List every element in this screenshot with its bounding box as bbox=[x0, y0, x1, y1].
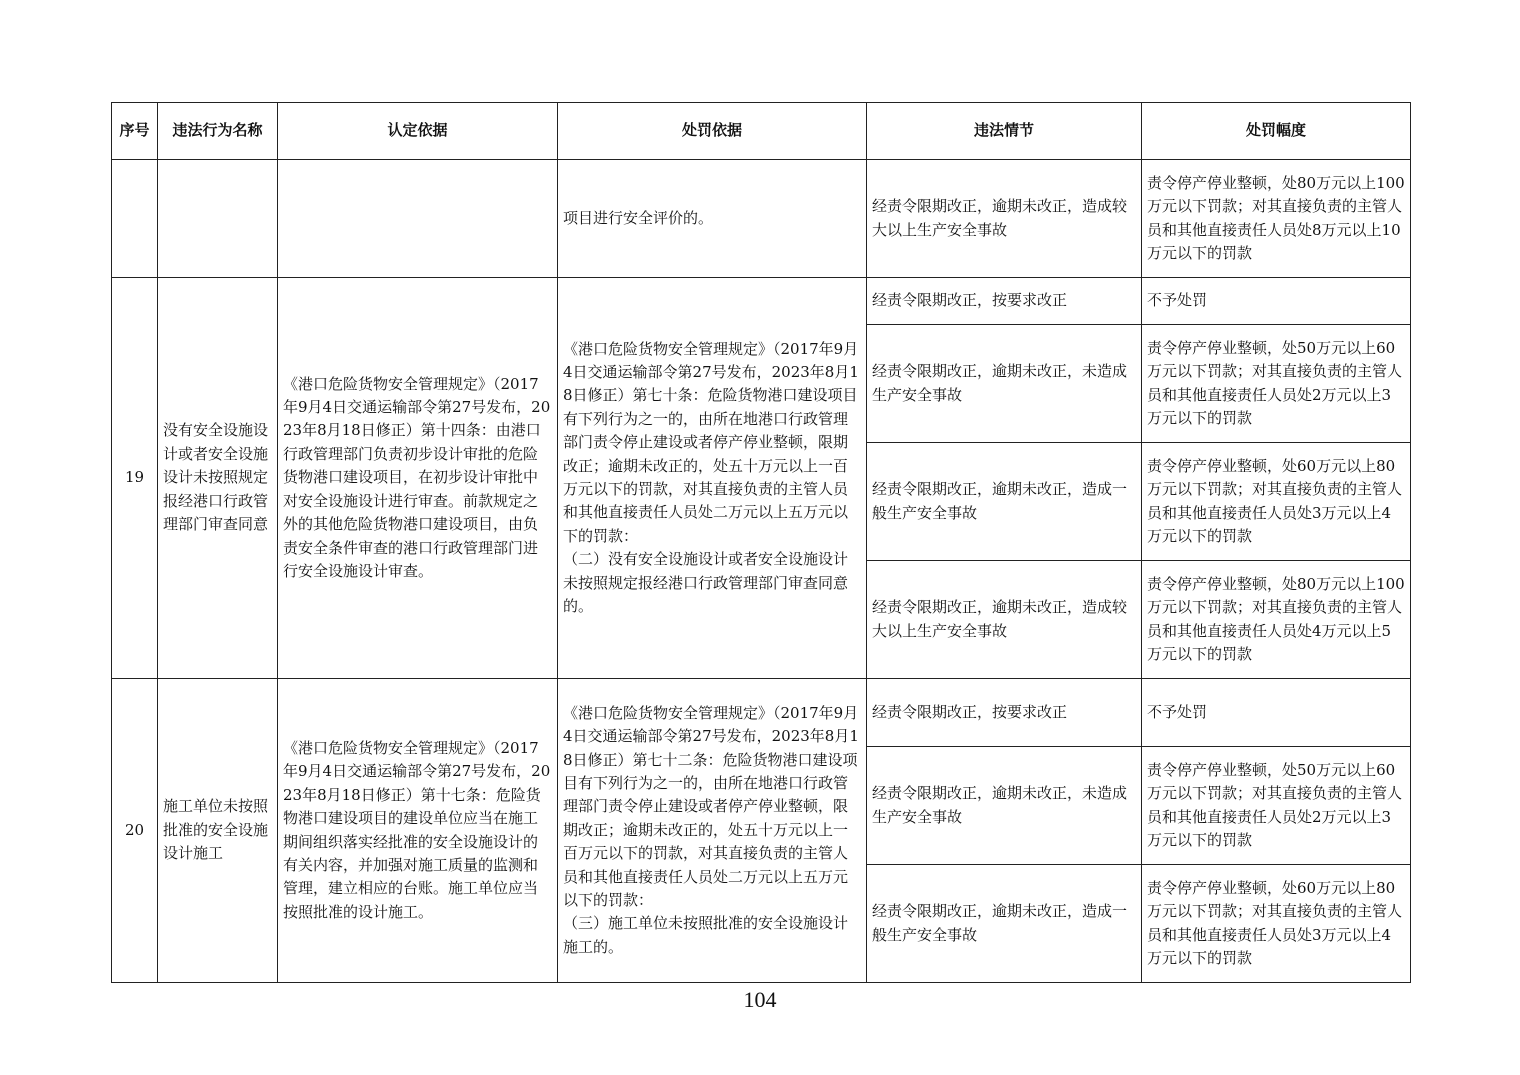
cont-range-cell: 责令停产停业整顿，处80万元以上100万元以下罚款；对其直接负责的主管人员和其他直接责任人员处8万元以上10万元以下的罚款 bbox=[1142, 160, 1411, 278]
item-circumstance: 经责令限期改正，逾期未改正，造成一般生产安全事故 bbox=[867, 865, 1142, 983]
header-seq: 序号 bbox=[112, 103, 158, 160]
header-name: 违法行为名称 bbox=[158, 103, 278, 160]
item-penalty-basis: 《港口危险货物安全管理规定》（2017年9月4日交通运输部令第27号发布，2023年8月18日修正）第七十条：危险货物港口建设项目有下列行为之一的，由所在地港口行政管理部门责令停止建设或者停产停业整顿，限期改正；逾期未改正的，处五十万元以上一百万元以下的罚款，对其直接负责的主管人员和其他直接责任人员处二万元以上五万元以下的罚款： （二）没有安全设施设计或者安全设施设计未按照规定报经港口行政管理部门审查同意的。 bbox=[558, 278, 867, 679]
table-row bbox=[112, 679, 1411, 747]
item-basis: 《港口危险货物安全管理规定》（2017年9月4日交通运输部令第27号发布，2023年8月18日修正）第十四条：由港口行政管理部门负责初步设计审批的危险货物港口建设项目，在初步设计审批中对安全设施设计进行审查。前款规定之外的其他危险货物港口建设项目，由负责安全条件审查的港口行政管理部门进行安全设施设计审查。 bbox=[278, 278, 558, 679]
header-basis: 认定依据 bbox=[278, 103, 558, 160]
item-range: 不予处罚 bbox=[1142, 679, 1411, 747]
header-range: 处罚幅度 bbox=[1142, 103, 1411, 160]
item-range: 责令停产停业整顿，处60万元以上80万元以下罚款；对其直接负责的主管人员和其他直接责任人员处3万元以上4万元以下的罚款 bbox=[1142, 865, 1411, 983]
item-circumstance: 经责令限期改正，逾期未改正，未造成生产安全事故 bbox=[867, 747, 1142, 865]
item-circumstance: 经责令限期改正，逾期未改正，造成一般生产安全事故 bbox=[867, 443, 1142, 561]
item-range: 责令停产停业整顿，处60万元以上80万元以下罚款；对其直接负责的主管人员和其他直接责任人员处3万元以上4万元以下的罚款 bbox=[1142, 443, 1411, 561]
item-circumstance: 经责令限期改正，逾期未改正，造成较大以上生产安全事故 bbox=[867, 561, 1142, 679]
item-circumstance: 经责令限期改正，逾期未改正，未造成生产安全事故 bbox=[867, 325, 1142, 443]
table-row bbox=[112, 160, 1411, 278]
item-range: 责令停产停业整顿，处50万元以上60万元以下罚款；对其直接负责的主管人员和其他直接责任人员处2万元以上3万元以下的罚款 bbox=[1142, 325, 1411, 443]
item-seq: 19 bbox=[112, 278, 158, 679]
item-penalty-basis: 《港口危险货物安全管理规定》（2017年9月4日交通运输部令第27号发布，2023年8月18日修正）第七十二条：危险货物港口建设项目有下列行为之一的，由所在地港口行政管理部门责令停止建设或者停产停业整顿，限期改正；逾期未改正的，处五十万元以上一百万元以下的罚款，对其直接负责的主管人员和其他直接责任人员处二万元以上五万元以下的罚款： （三）施工单位未按照批准的安全设施设计施工的。 bbox=[558, 679, 867, 983]
header-circumstance: 违法情节 bbox=[867, 103, 1142, 160]
item-range: 不予处罚 bbox=[1142, 278, 1411, 325]
item-range: 责令停产停业整顿，处80万元以上100万元以下罚款；对其直接负责的主管人员和其他直接责任人员处4万元以上5万元以下的罚款 bbox=[1142, 561, 1411, 679]
table-row bbox=[112, 278, 1411, 325]
item-seq: 20 bbox=[112, 679, 158, 983]
item-basis: 《港口危险货物安全管理规定》（2017年9月4日交通运输部令第27号发布，2023年8月18日修正）第十七条：危险货物港口建设项目的建设单位应当在施工期间组织落实经批准的安全设施设计的有关内容，并加强对施工质量的监测和管理，建立相应的台账。施工单位应当按照批准的设计施工。 bbox=[278, 679, 558, 983]
page-number: 104 bbox=[743, 987, 777, 1012]
cont-circumstance-cell: 经责令限期改正，逾期未改正，造成较大以上生产安全事故 bbox=[867, 160, 1142, 278]
cont-basis-cell bbox=[278, 160, 558, 278]
header-penalty-basis: 处罚依据 bbox=[558, 103, 867, 160]
cont-penalty-basis-cell: 项目进行安全评价的。 bbox=[558, 160, 867, 278]
cont-name-cell bbox=[158, 160, 278, 278]
item-name: 没有安全设施设计或者安全设施设计未按照规定报经港口行政管理部门审查同意 bbox=[158, 278, 278, 679]
penalty-table bbox=[111, 102, 1411, 983]
cont-seq-cell bbox=[112, 160, 158, 278]
header-row bbox=[112, 103, 1411, 160]
item-circumstance: 经责令限期改正，按要求改正 bbox=[867, 679, 1142, 747]
item-range: 责令停产停业整顿，处50万元以上60万元以下罚款；对其直接负责的主管人员和其他直接责任人员处2万元以上3万元以下的罚款 bbox=[1142, 747, 1411, 865]
item-name: 施工单位未按照批准的安全设施设计施工 bbox=[158, 679, 278, 983]
item-circumstance: 经责令限期改正，按要求改正 bbox=[867, 278, 1142, 325]
